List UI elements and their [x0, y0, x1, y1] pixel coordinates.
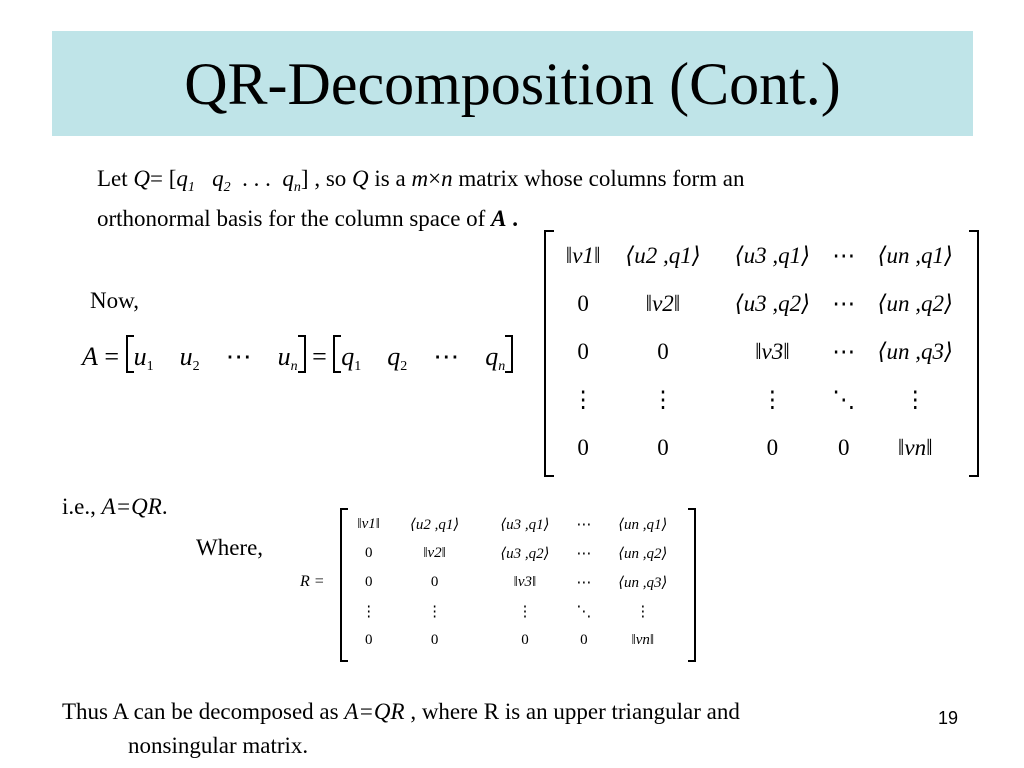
- small-matrix-bracket-left: [340, 508, 348, 662]
- qn-sub: n: [498, 359, 506, 374]
- small-matrix-cell-5-1: 0: [364, 632, 373, 648]
- intro-eq: = [: [150, 166, 177, 191]
- now-label: Now,: [90, 288, 139, 313]
- small-matrix-bracket-right: [688, 508, 696, 662]
- big-matrix-cell-3-4: ⋯: [832, 339, 856, 364]
- small-matrix-cell-4-4: ⋱: [576, 604, 592, 620]
- u-bracket-right: [298, 335, 306, 373]
- small-matrix-cell-1-2: ⟨u2 ,q1⟩: [410, 517, 460, 533]
- where-label: Where,: [196, 535, 264, 560]
- small-matrix-cell-4-3: ⋮: [517, 604, 533, 620]
- intro-A: A: [491, 206, 507, 231]
- big-matrix-cell-4-1: ⋮: [571, 387, 595, 412]
- ie-label: i.e.,: [62, 494, 102, 519]
- intro-q1: q: [176, 166, 188, 191]
- big-matrix-cell-3-3: ‖v3‖: [755, 339, 790, 364]
- q-bracket-right: [505, 335, 513, 373]
- big-matrix-cell-5-4: 0: [838, 435, 850, 460]
- intro-qn-sub: n: [293, 180, 301, 195]
- intro-q2: q: [212, 166, 224, 191]
- small-matrix-cell-5-4: 0: [580, 632, 588, 648]
- u-dots: ⋯: [225, 342, 252, 371]
- ie-period: .: [161, 494, 168, 519]
- small-matrix-row-5: [348, 626, 688, 655]
- big-matrix-cell-2-5: ⟨un ,q2⟩: [877, 291, 953, 316]
- intro-let: Let: [97, 166, 134, 191]
- intro-close: ] , so: [300, 166, 353, 191]
- big-matrix-cell-4-4: ⋱: [832, 387, 856, 412]
- conclusion-text-b: , where R is an upper triangular and: [404, 699, 740, 724]
- u1: u: [133, 342, 147, 371]
- big-matrix-cell-5-3: 0: [766, 435, 779, 460]
- eq-equals-2: =: [312, 342, 327, 371]
- intro-qn: q: [282, 166, 294, 191]
- big-matrix-row-1: [558, 232, 970, 280]
- small-matrix-cell-4-5: ⋮: [635, 604, 651, 620]
- small-matrix-cell-1-1: ‖v1‖: [357, 516, 381, 532]
- big-matrix-cell-5-5: ‖vn‖: [897, 435, 933, 460]
- small-matrix-cell-1-3: ⟨u3 ,q1⟩: [500, 517, 550, 533]
- big-matrix-cell-2-2: ‖v2‖: [645, 291, 681, 316]
- small-matrix-cell-3-4: ⋯: [576, 575, 592, 591]
- eq-A: A: [82, 342, 98, 371]
- big-matrix-body: [558, 232, 970, 472]
- q2: q: [387, 342, 401, 371]
- R-label: R =: [300, 573, 325, 590]
- big-matrix-cell-5-1: 0: [577, 435, 589, 460]
- intro-n: n: [441, 166, 453, 191]
- intro-q2-sub: 2: [223, 180, 231, 195]
- small-matrix-row-4: [348, 597, 688, 626]
- big-matrix-bracket-left: [544, 230, 554, 477]
- small-matrix-cell-2-4: ⋯: [576, 546, 592, 562]
- big-matrix-bracket-right: [969, 230, 979, 477]
- big-matrix-cell-1-4: ⋯: [832, 243, 856, 268]
- small-matrix-row-2: [348, 539, 688, 568]
- u2-sub: 2: [192, 359, 200, 374]
- q1-sub: 1: [354, 359, 362, 374]
- ie-equation: A=QR: [101, 494, 162, 519]
- small-matrix-cell-2-2: ‖v2‖: [423, 545, 446, 561]
- big-matrix-row-5: [558, 424, 970, 472]
- small-matrix-body: [348, 510, 688, 655]
- big-matrix-cell-1-3: ⟨u3 ,q1⟩: [734, 243, 811, 268]
- big-matrix-cell-2-1: 0: [577, 291, 589, 316]
- small-matrix-cell-3-5: ⟨un ,q3⟩: [618, 575, 668, 591]
- intro-times: ×: [428, 166, 442, 191]
- intro-line-2: [97, 206, 518, 232]
- big-matrix-cell-1-2: ⟨u2 ,q1⟩: [625, 243, 701, 268]
- intro-line2-text: orthonormal basis for the column space of: [97, 206, 492, 231]
- small-matrix-cell-3-3: ‖v3‖: [513, 574, 537, 590]
- conclusion-eq: A=QR: [344, 699, 405, 724]
- q2-sub: 2: [400, 359, 408, 374]
- intro-Q2: Q: [352, 166, 369, 191]
- small-matrix-row-3: [348, 568, 688, 597]
- big-matrix-cell-2-3: ⟨u3 ,q2⟩: [734, 291, 811, 316]
- big-matrix-cell-5-2: 0: [657, 435, 669, 460]
- conclusion-text-a: Thus A can be decomposed as: [62, 699, 345, 724]
- un-sub: n: [290, 359, 298, 374]
- big-matrix-cell-4-2: ⋮: [651, 387, 675, 412]
- conclusion-line-1: [62, 699, 740, 725]
- q-dots: ⋯: [433, 342, 460, 371]
- small-matrix-cell-2-1: 0: [364, 545, 373, 561]
- small-matrix-cell-5-2: 0: [430, 632, 439, 648]
- slide-title: QR-Decomposition (Cont.): [184, 50, 841, 117]
- page-number: 19: [938, 708, 959, 728]
- q1: q: [341, 342, 355, 371]
- big-matrix: [544, 230, 979, 477]
- small-matrix-cell-4-1: ⋮: [361, 604, 377, 620]
- eq-equals-1: =: [104, 342, 120, 371]
- u1-sub: 1: [146, 359, 154, 374]
- big-matrix-row-4: [558, 376, 970, 424]
- big-matrix-cell-1-5: ⟨un ,q1⟩: [877, 243, 953, 268]
- u2: u: [179, 342, 193, 371]
- big-matrix-cell-3-5: ⟨un ,q3⟩: [877, 339, 953, 364]
- big-matrix-row-3: [558, 328, 970, 376]
- small-matrix-cell-4-2: ⋮: [427, 604, 443, 620]
- intro-rest: matrix whose columns form an: [452, 166, 745, 191]
- small-matrix-cell-5-5: ‖vn‖: [631, 632, 655, 648]
- big-matrix-cell-2-4: ⋯: [832, 291, 856, 316]
- un: u: [277, 342, 291, 371]
- small-matrix-cell-3-2: 0: [430, 574, 439, 590]
- big-matrix-cell-4-5: ⋮: [903, 387, 927, 412]
- u-bracket-left: [126, 335, 134, 373]
- intro-period: .: [506, 206, 518, 231]
- big-matrix-cell-1-1: ‖v1‖: [565, 243, 601, 268]
- small-matrix-cell-3-1: 0: [364, 574, 373, 590]
- small-matrix-row-1: [348, 510, 688, 539]
- conclusion-line-2: nonsingular matrix.: [128, 733, 309, 758]
- big-matrix-cell-4-3: ⋮: [760, 387, 784, 412]
- small-matrix: [340, 508, 696, 660]
- qn: q: [485, 342, 499, 371]
- small-matrix-cell-1-4: ⋯: [576, 517, 592, 533]
- big-matrix-row-2: [558, 280, 970, 328]
- intro-q1-sub: 1: [187, 180, 195, 195]
- small-matrix-cell-2-3: ⟨u3 ,q2⟩: [500, 546, 550, 562]
- small-matrix-cell-2-5: ⟨un ,q2⟩: [618, 546, 668, 562]
- intro-mid: is a: [368, 166, 412, 191]
- intro-dots: . . .: [242, 166, 271, 191]
- intro-m: m: [411, 166, 429, 191]
- intro-line-1: [97, 166, 745, 196]
- big-matrix-cell-3-2: 0: [657, 339, 669, 364]
- small-matrix-cell-1-5: ⟨un ,q1⟩: [618, 517, 668, 533]
- small-matrix-cell-5-3: 0: [521, 632, 529, 648]
- intro-Q: Q: [133, 166, 151, 191]
- ie-line: [62, 494, 168, 520]
- equation-lhs: [82, 335, 513, 375]
- big-matrix-cell-3-1: 0: [577, 339, 589, 364]
